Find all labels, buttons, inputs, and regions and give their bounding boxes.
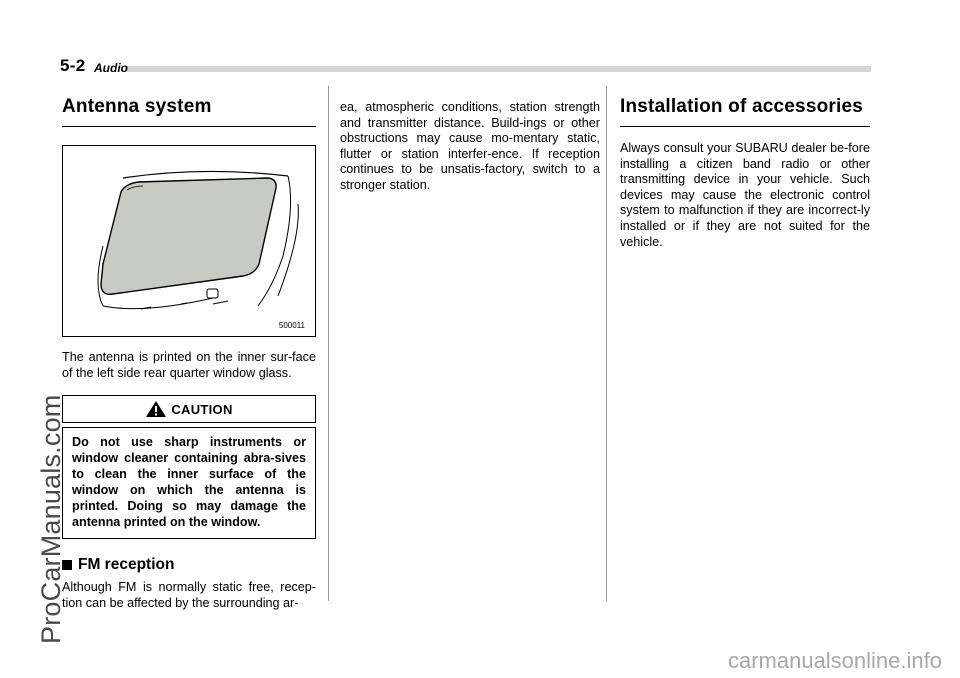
figure-code: 500011 bbox=[278, 321, 305, 330]
column-right bbox=[620, 96, 870, 250]
installation-heading: Installation of accessories bbox=[620, 96, 870, 127]
antenna-paragraph: The antenna is printed on the inner sur-face of the left side rear quarter window glass. bbox=[62, 350, 316, 380]
column-divider-2 bbox=[606, 86, 607, 601]
watermark-left: ProCarManuals.com bbox=[36, 394, 66, 644]
column-left bbox=[62, 96, 316, 611]
caution-text: Do not use sharp instruments or window cleaner containing abra-sives to clean the inner surface of the window on which the antenna is printed. Doing so may damage the antenna printed on the window. bbox=[62, 427, 316, 539]
watermark-bottom: carmanualsonline.info bbox=[727, 648, 942, 673]
antenna-figure bbox=[62, 145, 316, 337]
header-bar bbox=[125, 66, 871, 72]
column-middle bbox=[340, 100, 600, 194]
fm-reception-heading bbox=[62, 556, 316, 574]
fm-reception-title: FM reception bbox=[78, 556, 175, 574]
antenna-system-heading: Antenna system bbox=[62, 96, 316, 127]
rear-quarter-window-illustration bbox=[63, 146, 315, 334]
caution-label: CAUTION bbox=[171, 401, 233, 417]
installation-text: Always consult your SUBARU dealer be-fore installing a citizen band radio or other transmitting device in your vehicle. Such devices may cause the electronic control system to malfunction if they are incorrect-ly installed or if they are not suited for the vehicle. bbox=[620, 141, 870, 249]
fm-reception-continued: ea, atmospheric conditions, station strength and transmitter distance. Build-ings or other obstructions may cause mo-mentary static, flutter or station interfer-ence. If reception continues to be unsatis-factory, switch to a stronger station. bbox=[340, 100, 600, 192]
column-divider-1 bbox=[328, 86, 329, 601]
page-number: 5-2 bbox=[60, 56, 86, 75]
fm-reception-text: Although FM is normally static free, recep-tion can be affected by the surrounding ar- bbox=[62, 580, 316, 610]
section-name: Audio bbox=[94, 61, 128, 75]
warning-triangle-icon bbox=[145, 400, 167, 418]
caution-header bbox=[62, 395, 316, 423]
